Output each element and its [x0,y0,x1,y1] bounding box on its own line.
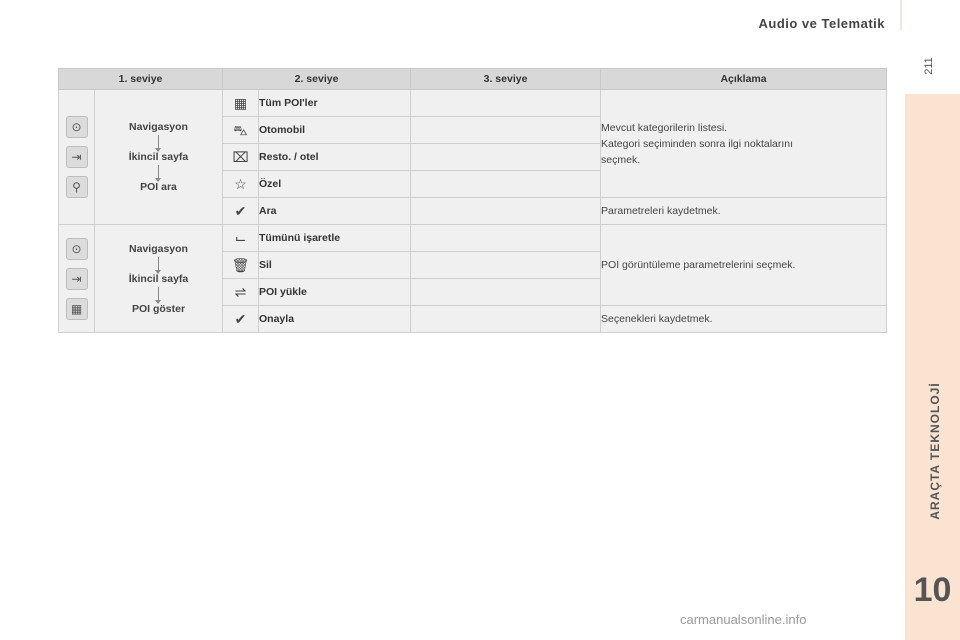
poi-search-icon: ⚲ [66,176,88,198]
page-header-title: Audio ve Telematik [758,16,885,31]
description-cell [601,90,887,198]
star-icon: ☆ [234,176,247,192]
level2-icon-cell [223,279,259,306]
level2-label: Resto. / otel [259,144,411,171]
level3-cell [411,279,601,306]
arrow-down-icon [158,257,159,271]
description-cell: Seçenekleri kaydetmek. [601,306,887,333]
description-cell: Parametreleri kaydetmek. [601,198,887,225]
level2-icon-cell [223,252,259,279]
level1-label: İkincil sayfa [128,272,189,285]
description-line: Mevcut kategorilerin listesi. [601,121,728,134]
level2-icon-cell [223,225,259,252]
header-level2: 2. seviye [223,69,411,90]
poi-display-icon: ▦ [66,298,88,320]
description-line: Kategori seçiminden sonra ilgi noktalarını [601,137,794,150]
usb-icon: ⇌ [234,284,247,300]
level3-cell [411,225,601,252]
header-level1: 1. seviye [59,69,223,90]
level2-label: Onayla [259,306,411,333]
restaurant-icon: ⌧ [232,149,249,165]
check-icon: ✔ [234,203,247,219]
level2-icon-cell [223,198,259,225]
page-number: 211 [923,57,935,75]
trash-icon: 🗑 [231,257,250,273]
table-row [59,225,887,252]
level1-icons-cell [59,90,95,225]
menu-icon: ⇥ [66,268,88,290]
poi-all-icon: ▦ [233,95,248,111]
level1-label: Navigasyon [129,242,188,255]
level1-label: Navigasyon [129,121,188,133]
menu-table [58,68,887,333]
level2-label: Tüm POI'ler [259,90,411,117]
level2-label: Sil [259,252,411,279]
level3-cell [411,117,601,144]
level1-path-cell [95,90,223,225]
level1-path-cell [95,225,223,333]
arrow-down-icon [158,165,159,179]
header-level3: 3. seviye [411,69,601,90]
level2-label: Otomobil [259,117,411,144]
select-all-icon: ⌙ [234,230,247,246]
level1-label: POI ara [140,181,177,193]
level3-cell [411,90,601,117]
level1-label: İkincil sayfa [128,151,189,163]
level3-cell [411,306,601,333]
navigation-icon: ⊙ [66,116,88,138]
level2-icon-cell [223,306,259,333]
check-icon: ✔ [234,311,247,327]
level3-cell [411,171,601,198]
description-line: seçmek. [601,153,641,166]
level2-label: Ara [259,198,411,225]
menu-icon: ⇥ [66,146,88,168]
table-row [59,90,887,117]
chapter-side-tab [905,94,960,640]
level1-icons-cell [59,225,95,333]
level2-icon-cell [223,171,259,198]
level2-icon-cell [223,144,259,171]
navigation-icon: ⊙ [66,238,88,260]
table-header-row [59,69,887,90]
level3-cell [411,198,601,225]
header-description: Açıklama [601,69,887,90]
chapter-label: ARAÇTA TEKNOLOJİ [928,382,942,520]
watermark: carmanualsonline.info [680,612,807,627]
arrow-down-icon [158,135,159,149]
level1-label: POI göster [131,302,186,315]
level3-cell [411,144,601,171]
level2-label: POI yükle [259,279,411,306]
header-divider [900,0,902,30]
level2-label: Özel [259,171,411,198]
description-cell: POI görüntüleme parametrelerini seçmek. [601,225,887,306]
level2-label: Tümünü işaretle [259,225,411,252]
level2-icon-cell [223,90,259,117]
level3-cell [411,252,601,279]
car-icon: ⛍ [233,122,248,138]
chapter-number: 10 [913,571,952,609]
level2-icon-cell [223,117,259,144]
arrow-down-icon [158,287,159,301]
